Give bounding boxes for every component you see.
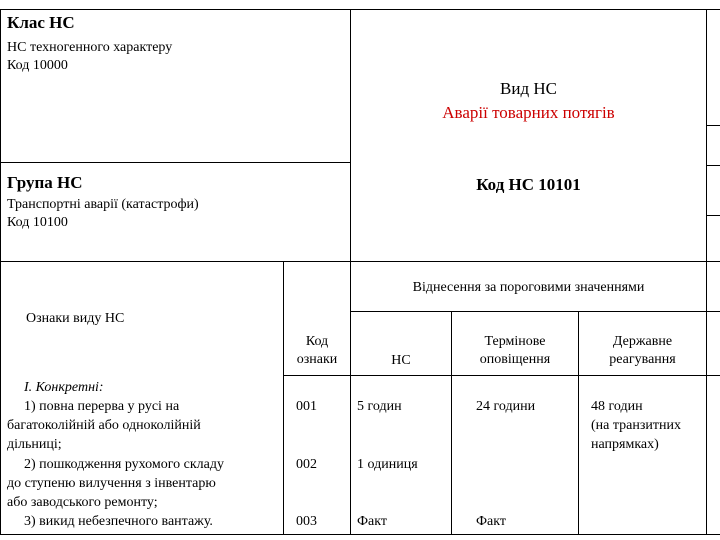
grid-stub (706, 215, 720, 216)
row3-warning: Факт (476, 514, 507, 529)
row3-ns: Факт (357, 514, 388, 529)
type-name: Аварії товарних потягів (442, 103, 615, 122)
row1-warning: 24 години (476, 399, 536, 414)
row2-ns: 1 одиниця (357, 457, 418, 472)
group-name: Транспортні аварії (катастрофи) (7, 197, 199, 212)
item3-line1: 3) викид небезпечного вантажу. (24, 514, 213, 529)
signs-header: Ознаки виду НС (26, 311, 125, 326)
grid-line-bottom (0, 534, 720, 535)
col-warning-header-1: Термінове (484, 334, 546, 349)
item2-line2: до ступеню вилучення з інвентарю (7, 476, 216, 491)
item2-line3: або заводського ремонту; (7, 495, 158, 510)
group-label: Група НС (7, 173, 83, 192)
grid-line-thresholds (350, 311, 720, 312)
grid-line-ns-col (350, 261, 351, 535)
col-code-header-1: Код (305, 334, 329, 349)
class-label: Клас НС (7, 13, 75, 32)
item1-line1: 1) повна перерва у русі на (24, 399, 180, 414)
type-label: Вид НС (500, 79, 557, 98)
grid-line-right (706, 9, 707, 535)
grid-line-left (0, 9, 1, 535)
specific-heading-text: Конкретні: (35, 380, 104, 395)
grid-line-code-col (283, 261, 284, 535)
grid-line-mid (0, 261, 720, 262)
grid-stub (706, 125, 720, 126)
row1-ns: 5 годин (357, 399, 402, 414)
class-name: НС техногенного характеру (7, 40, 173, 55)
col-warning-header-2: оповіщення (479, 352, 551, 367)
grid-line-group (0, 162, 350, 163)
grid-line-top (0, 9, 720, 10)
row3-code: 003 (296, 514, 317, 529)
row1-state-2: (на транзитних (591, 418, 681, 433)
grid-line-upper-split (350, 9, 351, 262)
item1-line3: дільниці; (7, 437, 62, 452)
es-code: Код НС 10101 (476, 175, 581, 194)
class-code: Код 10000 (7, 58, 68, 73)
group-code: Код 10100 (7, 215, 68, 230)
row2-code: 002 (296, 457, 317, 472)
specific-heading-num: I. (24, 380, 33, 395)
row1-state-3: напрямках) (591, 437, 659, 452)
thresholds-header: Віднесення за пороговими значеннями (412, 280, 645, 295)
col-state-header-2: реагування (609, 352, 676, 367)
item2-line1: 2) пошкодження рухомого складу (24, 457, 224, 472)
col-ns-header: НС (391, 353, 411, 368)
col-code-header-2: ознаки (296, 352, 338, 367)
col-state-header-1: Державне (612, 334, 673, 349)
grid-stub (706, 165, 720, 166)
item1-line2: багатоколійній або одноколійній (7, 418, 201, 433)
row1-state-1: 48 годин (591, 399, 643, 414)
grid-line-header (283, 375, 720, 376)
specific-heading (24, 379, 104, 397)
row1-code: 001 (296, 399, 317, 414)
